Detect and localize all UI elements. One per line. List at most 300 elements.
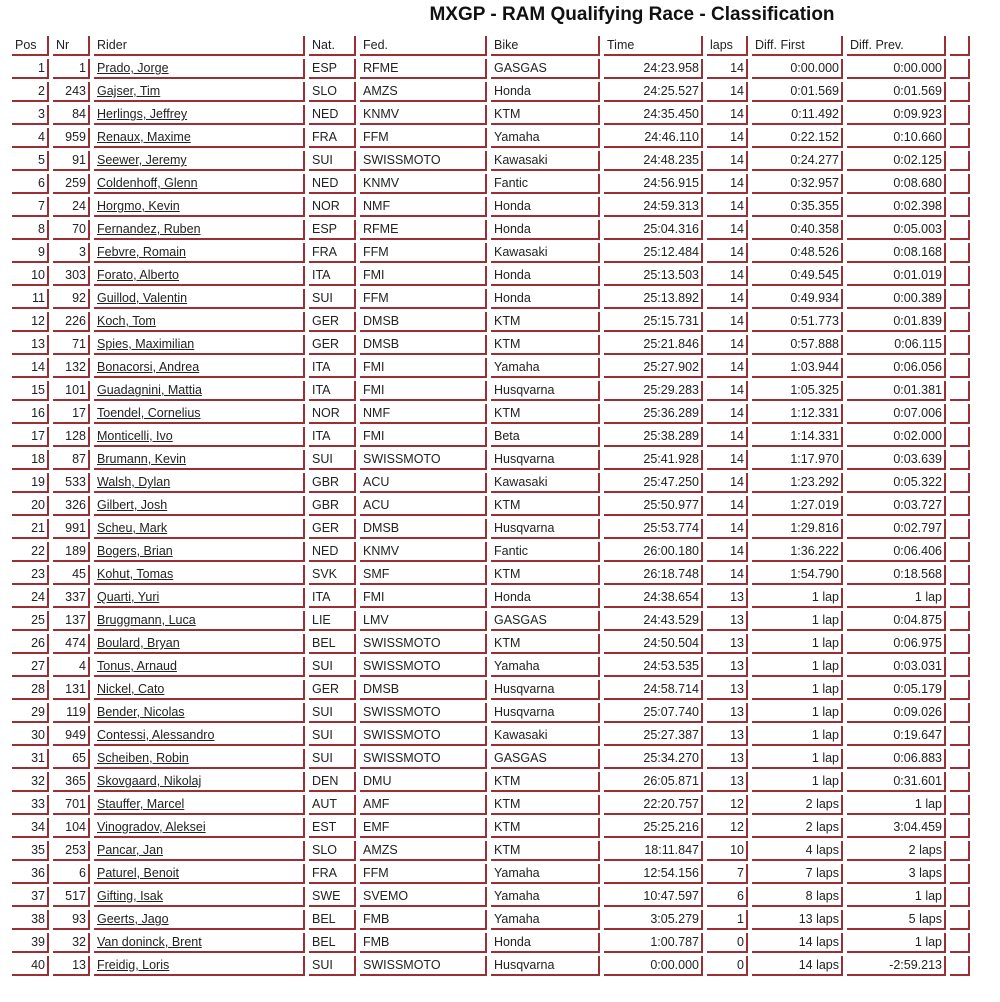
bike-cell: Kawasaki bbox=[491, 726, 600, 746]
time-cell: 25:13.892 bbox=[604, 289, 703, 309]
diff-prev-cell: 0:06.115 bbox=[847, 335, 946, 355]
bike-cell: Yamaha bbox=[491, 128, 600, 148]
laps-cell: 14 bbox=[707, 174, 748, 194]
table-row bbox=[12, 772, 970, 792]
rider-link[interactable]: Stauffer, Marcel bbox=[97, 797, 185, 811]
nationality-cell: GBR bbox=[309, 473, 356, 493]
truncated-cell bbox=[950, 841, 970, 861]
table-row bbox=[12, 611, 970, 631]
time-cell: 25:13.503 bbox=[604, 266, 703, 286]
bike-cell: Honda bbox=[491, 588, 600, 608]
rider-cell bbox=[94, 358, 305, 378]
diff-first-cell: 1 lap bbox=[752, 588, 843, 608]
laps-cell: 13 bbox=[707, 657, 748, 677]
bike-cell: Husqvarna bbox=[491, 680, 600, 700]
time-cell: 26:00.180 bbox=[604, 542, 703, 562]
table-row bbox=[12, 565, 970, 585]
rider-link[interactable]: Spies, Maximilian bbox=[97, 337, 195, 351]
laps-cell: 7 bbox=[707, 864, 748, 884]
diff-prev-cell: 0:09.026 bbox=[847, 703, 946, 723]
pos-cell: 9 bbox=[12, 243, 49, 263]
rider-cell bbox=[94, 657, 305, 677]
bike-cell: Honda bbox=[491, 266, 600, 286]
diff-prev-cell: 0:09.923 bbox=[847, 105, 946, 125]
table-row bbox=[12, 818, 970, 838]
rider-link[interactable]: Horgmo, Kevin bbox=[97, 199, 180, 213]
rider-cell bbox=[94, 818, 305, 838]
rider-link[interactable]: Fernandez, Ruben bbox=[97, 222, 201, 236]
federation-cell: SWISSMOTO bbox=[360, 956, 487, 976]
bike-cell: GASGAS bbox=[491, 59, 600, 79]
diff-first-cell: 0:01.569 bbox=[752, 82, 843, 102]
rider-link[interactable]: Gilbert, Josh bbox=[97, 498, 168, 512]
rider-cell bbox=[94, 404, 305, 424]
pos-cell: 27 bbox=[12, 657, 49, 677]
page-title: MXGP - RAM Qualifying Race - Classification bbox=[429, 4, 835, 25]
number-cell: 4 bbox=[53, 657, 90, 677]
nationality-cell: BEL bbox=[309, 634, 356, 654]
time-cell: 12:54.156 bbox=[604, 864, 703, 884]
table-row bbox=[12, 197, 970, 217]
truncated-cell bbox=[950, 289, 970, 309]
truncated-cell bbox=[950, 335, 970, 355]
rider-cell bbox=[94, 772, 305, 792]
diff-prev-cell: 0:06.975 bbox=[847, 634, 946, 654]
rider-link[interactable]: Pancar, Jan bbox=[97, 843, 164, 857]
diff-first-cell: 0:49.545 bbox=[752, 266, 843, 286]
pos-cell: 36 bbox=[12, 864, 49, 884]
time-cell: 25:41.928 bbox=[604, 450, 703, 470]
nationality-cell: GER bbox=[309, 519, 356, 539]
table-row bbox=[12, 82, 970, 102]
truncated-cell bbox=[950, 611, 970, 631]
rider-cell bbox=[94, 243, 305, 263]
rider-cell bbox=[94, 174, 305, 194]
rider-link[interactable]: Gifting, Isak bbox=[97, 889, 163, 903]
table-row bbox=[12, 703, 970, 723]
diff-first-cell: 0:35.355 bbox=[752, 197, 843, 217]
header-nat: Nat. bbox=[309, 36, 356, 56]
laps-cell: 13 bbox=[707, 726, 748, 746]
rider-cell bbox=[94, 197, 305, 217]
federation-cell: FFM bbox=[360, 864, 487, 884]
pos-cell: 35 bbox=[12, 841, 49, 861]
number-cell: 93 bbox=[53, 910, 90, 930]
bike-cell: Husqvarna bbox=[491, 381, 600, 401]
number-cell: 13 bbox=[53, 956, 90, 976]
number-cell: 337 bbox=[53, 588, 90, 608]
federation-cell: KNMV bbox=[360, 542, 487, 562]
diff-first-cell: 0:11.492 bbox=[752, 105, 843, 125]
truncated-cell bbox=[950, 82, 970, 102]
rider-cell bbox=[94, 105, 305, 125]
federation-cell: EMF bbox=[360, 818, 487, 838]
rider-link[interactable]: Skovgaard, Nikolaj bbox=[97, 774, 202, 788]
federation-cell: AMZS bbox=[360, 82, 487, 102]
time-cell: 25:38.289 bbox=[604, 427, 703, 447]
truncated-cell bbox=[950, 749, 970, 769]
rider-link[interactable]: Bonacorsi, Andrea bbox=[97, 360, 200, 374]
nationality-cell: SUI bbox=[309, 749, 356, 769]
bike-cell: Husqvarna bbox=[491, 956, 600, 976]
diff-first-cell: 13 laps bbox=[752, 910, 843, 930]
number-cell: 101 bbox=[53, 381, 90, 401]
federation-cell: NMF bbox=[360, 197, 487, 217]
truncated-cell bbox=[950, 542, 970, 562]
time-cell: 24:23.958 bbox=[604, 59, 703, 79]
bike-cell: Fantic bbox=[491, 174, 600, 194]
number-cell: 253 bbox=[53, 841, 90, 861]
nationality-cell: FRA bbox=[309, 128, 356, 148]
diff-first-cell: 1 lap bbox=[752, 703, 843, 723]
pos-cell: 33 bbox=[12, 795, 49, 815]
time-cell: 1:00.787 bbox=[604, 933, 703, 953]
federation-cell: DMSB bbox=[360, 519, 487, 539]
diff-prev-cell: -2:59.213 bbox=[847, 956, 946, 976]
bike-cell: Yamaha bbox=[491, 910, 600, 930]
federation-cell: FMI bbox=[360, 588, 487, 608]
diff-first-cell: 0:51.773 bbox=[752, 312, 843, 332]
laps-cell: 14 bbox=[707, 243, 748, 263]
rider-link[interactable]: Guadagnini, Mattia bbox=[97, 383, 202, 397]
federation-cell: FFM bbox=[360, 128, 487, 148]
nationality-cell: GBR bbox=[309, 496, 356, 516]
time-cell: 24:56.915 bbox=[604, 174, 703, 194]
number-cell: 71 bbox=[53, 335, 90, 355]
time-cell: 24:35.450 bbox=[604, 105, 703, 125]
number-cell: 326 bbox=[53, 496, 90, 516]
time-cell: 25:29.283 bbox=[604, 381, 703, 401]
laps-cell: 14 bbox=[707, 82, 748, 102]
rider-link[interactable]: Van doninck, Brent bbox=[97, 935, 202, 949]
diff-prev-cell: 0:01.381 bbox=[847, 381, 946, 401]
number-cell: 24 bbox=[53, 197, 90, 217]
time-cell: 24:50.504 bbox=[604, 634, 703, 654]
number-cell: 3 bbox=[53, 243, 90, 263]
time-cell: 18:11.847 bbox=[604, 841, 703, 861]
bike-cell: Fantic bbox=[491, 542, 600, 562]
federation-cell: AMF bbox=[360, 795, 487, 815]
classification-table bbox=[8, 33, 974, 979]
rider-link[interactable]: Febvre, Romain bbox=[97, 245, 186, 259]
pos-cell: 1 bbox=[12, 59, 49, 79]
rider-link[interactable]: Geerts, Jago bbox=[97, 912, 169, 926]
truncated-cell bbox=[950, 312, 970, 332]
time-cell: 25:27.387 bbox=[604, 726, 703, 746]
bike-cell: Kawasaki bbox=[491, 151, 600, 171]
number-cell: 32 bbox=[53, 933, 90, 953]
rider-link[interactable]: Kohut, Tomas bbox=[97, 567, 174, 581]
federation-cell: FMI bbox=[360, 427, 487, 447]
laps-cell: 14 bbox=[707, 519, 748, 539]
nationality-cell: AUT bbox=[309, 795, 356, 815]
header-time: Time bbox=[604, 36, 703, 56]
rider-cell bbox=[94, 220, 305, 240]
nationality-cell: NOR bbox=[309, 404, 356, 424]
rider-link[interactable]: Prado, Jorge bbox=[97, 61, 169, 75]
time-cell: 25:25.216 bbox=[604, 818, 703, 838]
rider-cell bbox=[94, 473, 305, 493]
table-row bbox=[12, 128, 970, 148]
rider-link[interactable]: Scheiben, Robin bbox=[97, 751, 189, 765]
table-row bbox=[12, 496, 970, 516]
header-laps: laps bbox=[707, 36, 748, 56]
nationality-cell: BEL bbox=[309, 910, 356, 930]
diff-prev-cell: 0:02.000 bbox=[847, 427, 946, 447]
number-cell: 87 bbox=[53, 450, 90, 470]
truncated-cell bbox=[950, 450, 970, 470]
pos-cell: 17 bbox=[12, 427, 49, 447]
pos-cell: 32 bbox=[12, 772, 49, 792]
rider-cell bbox=[94, 312, 305, 332]
time-cell: 25:47.250 bbox=[604, 473, 703, 493]
time-cell: 22:20.757 bbox=[604, 795, 703, 815]
bike-cell: Kawasaki bbox=[491, 473, 600, 493]
federation-cell: SWISSMOTO bbox=[360, 703, 487, 723]
laps-cell: 13 bbox=[707, 680, 748, 700]
federation-cell: ACU bbox=[360, 496, 487, 516]
laps-cell: 13 bbox=[707, 749, 748, 769]
federation-cell: SWISSMOTO bbox=[360, 749, 487, 769]
diff-prev-cell: 0:10.660 bbox=[847, 128, 946, 148]
truncated-cell bbox=[950, 105, 970, 125]
bike-cell: Honda bbox=[491, 289, 600, 309]
diff-first-cell: 1:27.019 bbox=[752, 496, 843, 516]
pos-cell: 11 bbox=[12, 289, 49, 309]
federation-cell: AMZS bbox=[360, 841, 487, 861]
truncated-cell bbox=[950, 634, 970, 654]
laps-cell: 14 bbox=[707, 542, 748, 562]
nationality-cell: NED bbox=[309, 542, 356, 562]
federation-cell: RFME bbox=[360, 220, 487, 240]
rider-cell bbox=[94, 381, 305, 401]
number-cell: 517 bbox=[53, 887, 90, 907]
bike-cell: Honda bbox=[491, 220, 600, 240]
table-row bbox=[12, 864, 970, 884]
rider-link[interactable]: Nickel, Cato bbox=[97, 682, 165, 696]
nationality-cell: SUI bbox=[309, 289, 356, 309]
diff-first-cell: 1 lap bbox=[752, 634, 843, 654]
rider-cell bbox=[94, 795, 305, 815]
diff-first-cell: 0:32.957 bbox=[752, 174, 843, 194]
bike-cell: Yamaha bbox=[491, 657, 600, 677]
rider-link[interactable]: Bender, Nicolas bbox=[97, 705, 185, 719]
table-row bbox=[12, 542, 970, 562]
federation-cell: FFM bbox=[360, 243, 487, 263]
federation-cell: ACU bbox=[360, 473, 487, 493]
laps-cell: 12 bbox=[707, 795, 748, 815]
rider-link[interactable]: Vinogradov, Aleksei bbox=[97, 820, 206, 834]
rider-link[interactable]: Paturel, Benoit bbox=[97, 866, 179, 880]
laps-cell: 13 bbox=[707, 634, 748, 654]
truncated-cell bbox=[950, 818, 970, 838]
laps-cell: 14 bbox=[707, 59, 748, 79]
rider-link[interactable]: Brumann, Kevin bbox=[97, 452, 186, 466]
table-row bbox=[12, 519, 970, 539]
header-diff-prev: Diff. Prev. bbox=[847, 36, 946, 56]
federation-cell: FMI bbox=[360, 266, 487, 286]
number-cell: 365 bbox=[53, 772, 90, 792]
pos-cell: 13 bbox=[12, 335, 49, 355]
number-cell: 189 bbox=[53, 542, 90, 562]
pos-cell: 22 bbox=[12, 542, 49, 562]
time-cell: 24:53.535 bbox=[604, 657, 703, 677]
number-cell: 949 bbox=[53, 726, 90, 746]
nationality-cell: SUI bbox=[309, 703, 356, 723]
laps-cell: 0 bbox=[707, 933, 748, 953]
federation-cell: KNMV bbox=[360, 174, 487, 194]
time-cell: 0:00.000 bbox=[604, 956, 703, 976]
rider-link[interactable]: Freidig, Loris bbox=[97, 958, 170, 972]
table-row bbox=[12, 887, 970, 907]
laps-cell: 14 bbox=[707, 358, 748, 378]
federation-cell: KNMV bbox=[360, 105, 487, 125]
pos-cell: 28 bbox=[12, 680, 49, 700]
diff-prev-cell: 0:06.406 bbox=[847, 542, 946, 562]
pos-cell: 16 bbox=[12, 404, 49, 424]
laps-cell: 14 bbox=[707, 427, 748, 447]
pos-cell: 3 bbox=[12, 105, 49, 125]
time-cell: 24:38.654 bbox=[604, 588, 703, 608]
rider-link[interactable]: Bruggmann, Luca bbox=[97, 613, 196, 627]
number-cell: 259 bbox=[53, 174, 90, 194]
rider-link[interactable]: Herlings, Jeffrey bbox=[97, 107, 188, 121]
number-cell: 533 bbox=[53, 473, 90, 493]
laps-cell: 14 bbox=[707, 128, 748, 148]
bike-cell: Husqvarna bbox=[491, 450, 600, 470]
bike-cell: GASGAS bbox=[491, 611, 600, 631]
nationality-cell: SLO bbox=[309, 82, 356, 102]
truncated-cell bbox=[950, 427, 970, 447]
diff-prev-cell: 0:07.006 bbox=[847, 404, 946, 424]
rider-link[interactable]: Forato, Alberto bbox=[97, 268, 179, 282]
rider-link[interactable]: Toendel, Cornelius bbox=[97, 406, 201, 420]
pos-cell: 25 bbox=[12, 611, 49, 631]
rider-link[interactable]: Monticelli, Ivo bbox=[97, 429, 173, 443]
rider-link[interactable]: Koch, Tom bbox=[97, 314, 156, 328]
laps-cell: 14 bbox=[707, 450, 748, 470]
number-cell: 303 bbox=[53, 266, 90, 286]
diff-prev-cell: 2 laps bbox=[847, 841, 946, 861]
truncated-cell bbox=[950, 151, 970, 171]
diff-prev-cell: 1 lap bbox=[847, 795, 946, 815]
time-cell: 25:27.902 bbox=[604, 358, 703, 378]
rider-link[interactable]: Contessi, Alessandro bbox=[97, 728, 215, 742]
rider-link[interactable]: Seewer, Jeremy bbox=[97, 153, 187, 167]
rider-cell bbox=[94, 335, 305, 355]
time-cell: 10:47.597 bbox=[604, 887, 703, 907]
nationality-cell: ESP bbox=[309, 59, 356, 79]
rider-cell bbox=[94, 588, 305, 608]
laps-cell: 14 bbox=[707, 381, 748, 401]
truncated-cell bbox=[950, 243, 970, 263]
time-cell: 25:04.316 bbox=[604, 220, 703, 240]
truncated-cell bbox=[950, 933, 970, 953]
diff-first-cell: 1:05.325 bbox=[752, 381, 843, 401]
nationality-cell: ESP bbox=[309, 220, 356, 240]
rider-link[interactable]: Scheu, Mark bbox=[97, 521, 168, 535]
rider-cell bbox=[94, 266, 305, 286]
laps-cell: 13 bbox=[707, 611, 748, 631]
diff-prev-cell: 0:05.179 bbox=[847, 680, 946, 700]
time-cell: 25:53.774 bbox=[604, 519, 703, 539]
rider-link[interactable]: Boulard, Bryan bbox=[97, 636, 180, 650]
rider-cell bbox=[94, 841, 305, 861]
rider-link[interactable]: Quarti, Yuri bbox=[97, 590, 160, 604]
rider-link[interactable]: Tonus, Arnaud bbox=[97, 659, 177, 673]
time-cell: 25:12.484 bbox=[604, 243, 703, 263]
number-cell: 701 bbox=[53, 795, 90, 815]
pos-cell: 19 bbox=[12, 473, 49, 493]
bike-cell: Yamaha bbox=[491, 887, 600, 907]
laps-cell: 14 bbox=[707, 335, 748, 355]
table-row bbox=[12, 657, 970, 677]
time-cell: 25:15.731 bbox=[604, 312, 703, 332]
rider-link[interactable]: Bogers, Brian bbox=[97, 544, 173, 558]
table-row bbox=[12, 841, 970, 861]
table-row bbox=[12, 151, 970, 171]
diff-first-cell: 14 laps bbox=[752, 933, 843, 953]
results-body bbox=[12, 59, 970, 976]
laps-cell: 14 bbox=[707, 266, 748, 286]
nationality-cell: SUI bbox=[309, 726, 356, 746]
number-cell: 17 bbox=[53, 404, 90, 424]
time-cell: 25:34.270 bbox=[604, 749, 703, 769]
rider-link[interactable]: Renaux, Maxime bbox=[97, 130, 191, 144]
pos-cell: 29 bbox=[12, 703, 49, 723]
time-cell: 25:50.977 bbox=[604, 496, 703, 516]
time-cell: 24:46.110 bbox=[604, 128, 703, 148]
bike-cell: KTM bbox=[491, 772, 600, 792]
diff-first-cell: 1 lap bbox=[752, 657, 843, 677]
nationality-cell: BEL bbox=[309, 933, 356, 953]
bike-cell: Husqvarna bbox=[491, 703, 600, 723]
rider-cell bbox=[94, 496, 305, 516]
number-cell: 70 bbox=[53, 220, 90, 240]
rider-link[interactable]: Guillod, Valentin bbox=[97, 291, 188, 305]
nationality-cell: GER bbox=[309, 335, 356, 355]
pos-cell: 15 bbox=[12, 381, 49, 401]
pos-cell: 26 bbox=[12, 634, 49, 654]
table-row bbox=[12, 473, 970, 493]
rider-link[interactable]: Gajser, Tim bbox=[97, 84, 161, 98]
diff-first-cell: 0:57.888 bbox=[752, 335, 843, 355]
nationality-cell: SVK bbox=[309, 565, 356, 585]
diff-prev-cell: 0:02.797 bbox=[847, 519, 946, 539]
federation-cell: NMF bbox=[360, 404, 487, 424]
time-cell: 24:25.527 bbox=[604, 82, 703, 102]
bike-cell: Kawasaki bbox=[491, 243, 600, 263]
rider-cell bbox=[94, 634, 305, 654]
header-nr: Nr bbox=[53, 36, 90, 56]
table-row bbox=[12, 105, 970, 125]
laps-cell: 14 bbox=[707, 473, 748, 493]
diff-first-cell: 0:24.277 bbox=[752, 151, 843, 171]
rider-link[interactable]: Walsh, Dylan bbox=[97, 475, 171, 489]
rider-cell bbox=[94, 887, 305, 907]
number-cell: 128 bbox=[53, 427, 90, 447]
rider-link[interactable]: Coldenhoff, Glenn bbox=[97, 176, 198, 190]
time-cell: 3:05.279 bbox=[604, 910, 703, 930]
nationality-cell: GER bbox=[309, 312, 356, 332]
pos-cell: 30 bbox=[12, 726, 49, 746]
rider-cell bbox=[94, 703, 305, 723]
table-row bbox=[12, 933, 970, 953]
header-bike: Bike bbox=[491, 36, 600, 56]
diff-prev-cell: 3 laps bbox=[847, 864, 946, 884]
rider-cell bbox=[94, 450, 305, 470]
laps-cell: 14 bbox=[707, 105, 748, 125]
